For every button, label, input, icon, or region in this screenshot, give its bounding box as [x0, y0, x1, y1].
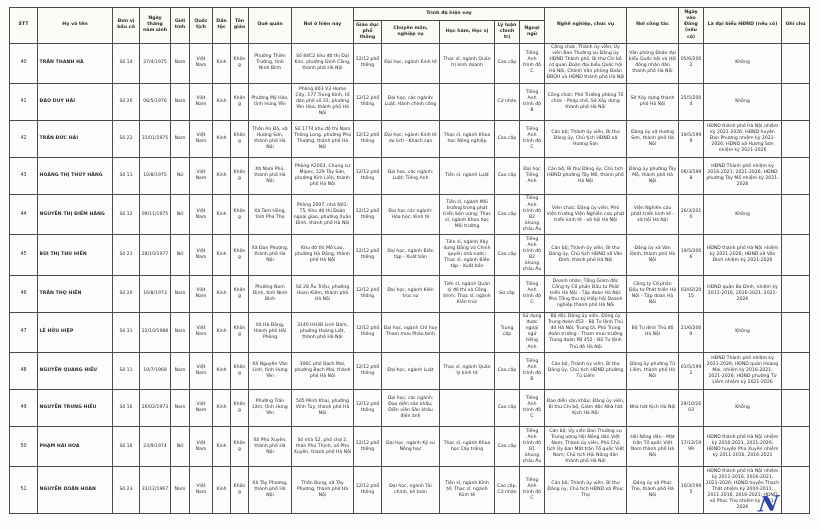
cell-stt: 42 — [10, 120, 38, 157]
cell-que-quan: Xã Phú Xuyên, thành phố Hà Nội — [249, 427, 292, 467]
column-header-ton-giao: Tôn giáo — [231, 8, 249, 44]
cell-ghi-chu — [782, 235, 810, 275]
column-header-trinh-do-hien-nay: Trình độ hiện nay — [354, 8, 545, 21]
table-row — [10, 312, 810, 352]
cell-chuyen-mon-nghiep-vu: Đại học các ngành: Hóa học; Kinh tế — [382, 194, 440, 234]
table-header — [10, 8, 810, 44]
cell-chuyen-mon-nghiep-vu: Đại học, các ngành: Luật; Tiếng Anh — [382, 157, 440, 194]
cell-nghe-nghiep-chuc-vu: Cán bộ; Ủy viên Ban Thường vụ Trung ương Hội Nông dân Việt Nam; Thành ủy viên, Phó Chủ tịch Ủy ban Mặt trận Tổ quốc Việt Nam; Chủ tịch Hội Nông dân thành phố Hà Nội — [545, 427, 627, 467]
cell-quoc-tich: Việt Nam — [190, 353, 213, 390]
cell-dai-bieu-hdnd: Không — [704, 43, 782, 83]
cell-ngay-vao-dang: 10/3/1995 — [679, 467, 704, 513]
cell-chuyen-mon-nghiep-vu: Đại học, ngành Chỉ huy Tham mưu Pháo binh — [382, 312, 440, 352]
cell-que-quan: Phường Mỹ Hào, tỉnh Hưng Yên — [249, 83, 292, 120]
cell-dai-bieu-hdnd: Không — [704, 390, 782, 427]
cell-ngay-sinh: 31/12/1967 — [140, 467, 171, 513]
cell-hoc-ham-hoc-vi: Tiến sĩ, ngành Môi trường trong phát triển bền vững; Thạc sĩ, ngành Khoa học Môi trường — [440, 194, 495, 234]
cell-giao-duc-pho-thong: 12/12 phổ thông — [354, 427, 382, 467]
cell-nghe-nghiep-chuc-vu: Cán bộ; Thành ủy viên, Bí thư Đảng ủy, Chủ tịch HĐND xã Phúc Thọ — [545, 467, 627, 513]
cell-ho-va-ten: TRẦN ĐỨC HẢI — [38, 120, 113, 157]
cell-chuyen-mon-nghiep-vu: Đại học, ngành Kinh tế du lịch - Khách sạn — [382, 120, 440, 157]
cell-que-quan: Thôn An Đà, xã Hương Sơn, thành phố Hà Nội — [249, 120, 292, 157]
cell-stt: 48 — [10, 353, 38, 390]
cell-don-vi-bau-cu: Số 12 — [113, 194, 140, 234]
cell-chuyen-mon-nghiep-vu: Đại học, các ngành: Luật; Hành chính công — [382, 83, 440, 120]
cell-gioi-tinh: Nam — [171, 353, 190, 390]
cell-noi-o-hien-nay: Thôn Bùng, xã Tây Phương, thành phố Hà Nội — [292, 467, 354, 513]
table-row — [10, 120, 810, 157]
cell-que-quan: Xã Đan Phượng, thành phố Hà Nội — [249, 235, 292, 275]
cell-ho-va-ten: NGUYỄN THỊ ĐIỂM HẰNG — [38, 194, 113, 234]
cell-giao-duc-pho-thong: 12/12 phổ thông — [354, 275, 382, 312]
cell-ngay-sinh: 23/9/1974 — [140, 427, 171, 467]
cell-ton-giao: Không — [231, 120, 249, 157]
column-header-ho-va-ten: Họ và tên — [38, 8, 113, 44]
column-header-noi-o-hien-nay: Nơi ở hiện nay — [292, 8, 354, 44]
cell-ngay-vao-dang: 19/5/1999 — [679, 120, 704, 157]
cell-que-quan: Xã Hà Đông, thành phố Hải Phòng — [249, 312, 292, 352]
cell-giao-duc-pho-thong: 12/12 phổ thông — [354, 194, 382, 234]
cell-don-vi-bau-cu: Số 11 — [113, 353, 140, 390]
cell-stt: 40 — [10, 43, 38, 83]
cell-ton-giao: Không — [231, 467, 249, 513]
column-header-ngay-vao-dang: Ngày vào Đảng (nếu có) — [679, 8, 704, 44]
cell-ly-luan-chinh-tri: Trung cấp — [495, 312, 520, 352]
table-row — [10, 275, 810, 312]
cell-ngay-sinh: 16/8/1973 — [140, 275, 171, 312]
cell-ghi-chu — [782, 43, 810, 83]
column-header-dan-toc: Dân tộc — [213, 8, 231, 44]
cell-noi-cong-tac: Hội Nông dân - Mặt trận Tổ quốc Việt Nam thành phố Hà Nội — [627, 427, 679, 467]
cell-gioi-tinh: Nam — [171, 312, 190, 352]
cell-nghe-nghiep-chuc-vu: Cán bộ; Thành ủy viên, Bí thư Đảng ủy, Chủ tịch HĐND xã Vân Đình, thành phố Hà Nội — [545, 235, 627, 275]
cell-ngay-vao-dang: 17/12/1999 — [679, 427, 704, 467]
cell-dan-toc: Kinh — [213, 194, 231, 234]
cell-don-vi-bau-cu: Số 11 — [113, 157, 140, 194]
cell-quoc-tich: Việt Nam — [190, 427, 213, 467]
cell-stt: 47 — [10, 312, 38, 352]
cell-hoc-ham-hoc-vi: Tiến sĩ, ngành Quản lý đô thị và Công trình; Thạc sĩ, ngành Kiến trúc — [440, 275, 495, 312]
table-row — [10, 235, 810, 275]
cell-giao-duc-pho-thong: 12/12 phổ thông — [354, 235, 382, 275]
cell-stt: 43 — [10, 157, 38, 194]
cell-stt: 45 — [10, 235, 38, 275]
cell-ngoai-ngu: Tiếng Anh trình độ C — [520, 275, 545, 312]
cell-ngay-vao-dang: 26/3/2010 — [679, 194, 704, 234]
cell-dai-bieu-hdnd: Không — [704, 312, 782, 352]
cell-dan-toc: Kinh — [213, 43, 231, 83]
cell-nghe-nghiep-chuc-vu: Cán bộ; Bí thư Đảng ủy, Chủ tịch HĐND phường Tây Mỗ, thành phố Hà Nội — [545, 157, 627, 194]
cell-noi-cong-tac: Đảng ủy xã Hương Sơn, thành phố Hà Nội — [627, 120, 679, 157]
cell-gioi-tinh: Nữ — [171, 235, 190, 275]
cell-que-quan: Phường Nam Định, tỉnh Ninh Bình — [249, 275, 292, 312]
cell-ngoai-ngu: Tiếng Anh trình độ C — [520, 467, 545, 513]
cell-ghi-chu — [782, 427, 810, 467]
cell-dai-bieu-hdnd: HĐND thành phố Hà Nội nhiệm kỳ 2011-2016, 2016-2021, 2021-2026; HĐND huyện Thạch Thất nhiệm kỳ 2004-2011, 2011-2016, 2016-2021; HĐND xã Phúc Thọ nhiệm kỳ 2021-2026 — [704, 467, 782, 513]
cell-que-quan: Phường Trần Lãm, tỉnh Hưng Yên — [249, 390, 292, 427]
cell-dai-bieu-hdnd: HĐND thành phố Hà Nội nhiệm kỳ 2021-2026; HĐND xã Vân Đình nhiệm kỳ 2021-2026 — [704, 235, 782, 275]
cell-ho-va-ten: TRẦN THỌ HIỀN — [38, 275, 113, 312]
table-row — [10, 157, 810, 194]
cell-ngay-sinh: 10/8/1975 — [140, 157, 171, 194]
cell-dan-toc: Kinh — [213, 275, 231, 312]
cell-ngoai-ngu: Đại học Tiếng Anh — [520, 157, 545, 194]
cell-chuyen-mon-nghiep-vu: Đại học, ngành Kỹ sư Nông học — [382, 427, 440, 467]
cell-giao-duc-pho-thong: 12/12 phổ thông — [354, 467, 382, 513]
cell-ton-giao: Không — [231, 194, 249, 234]
cell-que-quan: Xã Tây Phương, thành phố Hà Nội — [249, 467, 292, 513]
cell-ngoai-ngu: Tiếng Anh trình độ B2 khung châu Âu — [520, 235, 545, 275]
cell-noi-o-hien-nay: Khu đô thị Mỗ Lao, phường Hà Đông, thành phố Hà Nội — [292, 235, 354, 275]
cell-ton-giao: Không — [231, 427, 249, 467]
cell-nghe-nghiep-chuc-vu: Cán bộ; Thành ủy viên, Bí thư Đảng ủy, Chủ tịch HĐND xã Hương Sơn — [545, 120, 627, 157]
cell-hoc-ham-hoc-vi: Thạc sĩ, ngành Khoa học Nông nghiệp — [440, 120, 495, 157]
cell-ly-luan-chinh-tri: Cao cấp — [495, 390, 520, 427]
cell-noi-o-hien-nay: Phòng A2003, Chung cư Mipec, 229 Tây Sơn, phường Kim Liên, thành phố Hà Nội — [292, 157, 354, 194]
cell-don-vi-bau-cu: Số 16 — [113, 427, 140, 467]
column-header-stt: STT — [10, 8, 38, 44]
table-body — [10, 43, 810, 513]
cell-ho-va-ten: LÊ HỮU HIỆP — [38, 312, 113, 352]
cell-ngoai-ngu: Tiếng Anh trình độ C — [520, 120, 545, 157]
column-header-quoc-tich: Quốc tịch — [190, 8, 213, 44]
cell-gioi-tinh: Nam — [171, 275, 190, 312]
cell-ho-va-ten: BÙI THỊ THU HIỀN — [38, 235, 113, 275]
column-header-chuyen-mon-nghiep-vu: Chuyên môn, nghiệp vụ — [382, 21, 440, 44]
cell-ghi-chu — [782, 467, 810, 513]
signature-mark: N — [756, 490, 780, 517]
cell-ngoai-ngu: Tiếng Anh trình độ B2 khung châu Âu — [520, 194, 545, 234]
cell-don-vi-bau-cu: Số 31 — [113, 312, 140, 352]
cell-ngoai-ngu: Tiếng Anh trình độ C — [520, 390, 545, 427]
cell-ghi-chu — [782, 194, 810, 234]
cell-ho-va-ten: HOÀNG THỊ THÚY HẰNG — [38, 157, 113, 194]
cell-ly-luan-chinh-tri: Cao cấp — [495, 194, 520, 234]
cell-ly-luan-chinh-tri: Cao cấp — [495, 43, 520, 83]
cell-stt: 51 — [10, 467, 38, 513]
cell-nghe-nghiep-chuc-vu: Doanh nhân; Tổng Giám đốc Công ty Cổ phần Đầu tư Phát triển Hà Nội - Tập đoàn Hà Nội; Phó Tổng thư ký Hiệp hội Doanh nghiệp thành phố Hà Nội — [545, 275, 627, 312]
table-row — [10, 427, 810, 467]
column-header-dai-bieu-hdnd: Là đại biểu HĐND (nếu có) — [704, 8, 782, 44]
column-header-don-vi-bau-cu: Đơn vị bầu cử — [113, 8, 140, 44]
cell-gioi-tinh: Nữ — [171, 427, 190, 467]
cell-dan-toc: Kinh — [213, 427, 231, 467]
column-header-giao-duc-pho-thong: Giáo dục phổ thông — [354, 21, 382, 44]
cell-gioi-tinh: Nữ — [171, 157, 190, 194]
cell-nghe-nghiep-chuc-vu: Đạo diễn sân khấu; Đảng ủy viên, Bí thư Chi bộ, Giám đốc Nhà hát Kịch Hà Nội — [545, 390, 627, 427]
cell-quoc-tich: Việt Nam — [190, 194, 213, 234]
cell-don-vi-bau-cu: Số 14 — [113, 43, 140, 83]
cell-chuyen-mon-nghiep-vu: Đại học, ngành Tài chính, kế toán — [382, 467, 440, 513]
cell-noi-cong-tac: Viện Nghiên cứu phát triển kinh tế - xã hội Hà Nội — [627, 194, 679, 234]
column-header-que-quan: Quê quán — [249, 8, 292, 44]
cell-nghe-nghiep-chuc-vu: Bộ đội; Đảng ủy viên, Đảng ủy Trung đoàn 452 - Bộ Tư lệnh Thủ đô Hà Nội; Trung tá, Phó Trung đoàn trưởng - Tham mưu trưởng Trung đoàn PB 452 - Bộ Tư lệnh Thủ đô Hà Nội — [545, 312, 627, 352]
cell-ho-va-ten: TRẦN THANH HÀ — [38, 43, 113, 83]
cell-stt: 50 — [10, 427, 38, 467]
cell-dan-toc: Kinh — [213, 235, 231, 275]
cell-ngay-sinh: 31/01/1975 — [140, 120, 171, 157]
cell-ton-giao: Không — [231, 83, 249, 120]
cell-ngay-sinh: 06/5/1976 — [140, 83, 171, 120]
cell-ho-va-ten: ĐÀO DUY HẢI — [38, 83, 113, 120]
cell-dai-bieu-hdnd: HĐND thành phố Hà Nội nhiệm kỳ 2016-2021, 2021-2026; HĐND huyện Phú Xuyên nhiệm kỳ 2011-2016, 2016-2021 — [704, 427, 782, 467]
cell-que-quan: Xã Nguyễn Văn Linh, tỉnh Hưng Yên — [249, 353, 292, 390]
cell-noi-cong-tac: Đảng ủy phường Từ Liêm, thành phố Hà Nội — [627, 353, 679, 390]
cell-ton-giao: Không — [231, 43, 249, 83]
cell-hoc-ham-hoc-vi: Thạc sĩ, ngành Quản lý kinh tế — [440, 353, 495, 390]
cell-don-vi-bau-cu: Số 21 — [113, 235, 140, 275]
cell-dan-toc: Kinh — [213, 353, 231, 390]
cell-ngay-vao-dang: 19/5/2006 — [679, 235, 704, 275]
cell-noi-cong-tac: Bộ Tư lệnh Thủ đô Hà Nội — [627, 312, 679, 352]
cell-ngay-sinh: 22/10/1988 — [140, 312, 171, 352]
cell-hoc-ham-hoc-vi: Tiến sĩ, ngành Luật — [440, 157, 495, 194]
cell-ngay-vao-dang: 25/5/2004 — [679, 83, 704, 120]
cell-ly-luan-chinh-tri: Cao cấp, Cử nhân — [495, 467, 520, 513]
column-header-ghi-chu: Ghi chú — [782, 8, 810, 44]
cell-ton-giao: Không — [231, 275, 249, 312]
cell-quoc-tich: Việt Nam — [190, 157, 213, 194]
table-row — [10, 353, 810, 390]
column-header-gioi-tinh: Giới tính — [171, 8, 190, 44]
cell-quoc-tich: Việt Nam — [190, 467, 213, 513]
cell-noi-cong-tac: Công ty Cổ phần Đầu tư Phát triển Hà Nội - Tập đoàn Hà Nội — [627, 275, 679, 312]
cell-noi-cong-tac: Sở Xây dựng thành phố Hà Nội — [627, 83, 679, 120]
cell-chuyen-mon-nghiep-vu: Đại học, ngành Kinh tế — [382, 43, 440, 83]
cell-dan-toc: Kinh — [213, 157, 231, 194]
cell-quoc-tich: Việt Nam — [190, 83, 213, 120]
cell-noi-cong-tac: Nhà hát Kịch Hà Nội — [627, 390, 679, 427]
cell-ngoai-ngu: Tiếng Anh trình độ B1 khung châu Âu — [520, 427, 545, 467]
table-row — [10, 467, 810, 513]
cell-ho-va-ten: NGUYỄN TRUNG HIẾU — [38, 390, 113, 427]
cell-giao-duc-pho-thong: 12/12 phổ thông — [354, 43, 382, 83]
cell-nghe-nghiep-chuc-vu: Viên chức; Đảng ủy viên, Phó Viện trưởng Viện Nghiên cứu phát triển kinh tế - xã hội Hà Nội — [545, 194, 627, 234]
candidate-table — [9, 7, 810, 517]
cell-chuyen-mon-nghiep-vu: Đại học, ngành Biên tập - Xuất bản — [382, 235, 440, 275]
cell-que-quan: Phường Thiên Trường, tỉnh Ninh Bình — [249, 43, 292, 83]
table-row — [10, 83, 810, 120]
column-header-ngoai-ngu: Ngoại ngữ — [520, 21, 545, 44]
cell-ngoai-ngu: Tiếng Anh trình độ B — [520, 353, 545, 390]
cell-ly-luan-chinh-tri: Sơ cấp — [495, 275, 520, 312]
cell-ngay-vao-dang: 06/3/1998 — [679, 157, 704, 194]
cell-hoc-ham-hoc-vi: Thạc sĩ, ngành Quản trị kinh doanh — [440, 43, 495, 83]
cell-stt: 41 — [10, 83, 38, 120]
cell-dai-bieu-hdnd: Không — [704, 194, 782, 234]
cell-stt: 49 — [10, 390, 38, 427]
cell-gioi-tinh: Nữ — [171, 194, 190, 234]
cell-ngay-sinh: 09/11/1975 — [140, 194, 171, 234]
cell-giao-duc-pho-thong: 12/12 phổ thông — [354, 353, 382, 390]
cell-don-vi-bau-cu: Số 20 — [113, 275, 140, 312]
cell-dai-bieu-hdnd: Không — [704, 83, 782, 120]
cell-ghi-chu — [782, 157, 810, 194]
cell-quoc-tich: Việt Nam — [190, 390, 213, 427]
cell-ly-luan-chinh-tri: Cao cấp — [495, 157, 520, 194]
cell-quoc-tich: Việt Nam — [190, 43, 213, 83]
cell-noi-o-hien-nay: Số 1774 khu đô thị Nam Thăng Long, phường Phú Thượng, thành phố Hà Nội — [292, 120, 354, 157]
cell-ngay-sinh: 19/7/1968 — [140, 353, 171, 390]
cell-ly-luan-chinh-tri: Cao cấp — [495, 427, 520, 467]
cell-dan-toc: Kinh — [213, 83, 231, 120]
cell-hoc-ham-hoc-vi — [440, 390, 495, 427]
cell-quoc-tich: Việt Nam — [190, 312, 213, 352]
cell-don-vi-bau-cu: Số 16 — [113, 390, 140, 427]
cell-noi-cong-tac: Đảng ủy phường Tây Mỗ, thành phố Hà Nội — [627, 157, 679, 194]
cell-que-quan: Xã Nam Phù, thành phố Hà Nội — [249, 157, 292, 194]
cell-ly-luan-chinh-tri: Cao cấp — [495, 353, 520, 390]
cell-ton-giao: Không — [231, 157, 249, 194]
cell-que-quan: Xã Tam Hồng, tỉnh Phú Thọ — [249, 194, 292, 234]
cell-dan-toc: Kinh — [213, 390, 231, 427]
cell-dai-bieu-hdnd: HĐND Thành phố nhiệm kỳ 2021-2026; HĐND quận Hoàng Mai, nhiệm kỳ 2016-2021; 2021-2026; HĐND phường Từ Liêm nhiệm kỳ 2021-2026 — [704, 353, 782, 390]
cell-chuyen-mon-nghiep-vu: Đại học, các ngành: Đạo diễn sân khấu; Diễn viên Sân khấu điện ảnh — [382, 390, 440, 427]
cell-noi-o-hien-nay: 505 Minh Khai, phường Vĩnh Tuy, thành phố Hà Nội — [292, 390, 354, 427]
cell-hoc-ham-hoc-vi: Thạc sĩ, ngành Khoa học Cây trồng — [440, 427, 495, 467]
cell-giao-duc-pho-thong: 12/12 phổ thông — [354, 390, 382, 427]
cell-ly-luan-chinh-tri: Cử nhân — [495, 83, 520, 120]
cell-ngay-vao-dang: 21/6/2009 — [679, 312, 704, 352]
cell-noi-o-hien-nay: Phòng 803 V3 Home City, 177 Trung Kính, tổ dân phố số 31, phường Yên Hòa, thành phố Hà Nội — [292, 83, 354, 120]
cell-ngay-vao-dang: 05/6/2002 — [679, 43, 704, 83]
cell-don-vi-bau-cu: Số 23 — [113, 467, 140, 513]
cell-noi-cong-tac: Đảng ủy xã Vân Đình, thành phố Hà Nội — [627, 235, 679, 275]
cell-ghi-chu — [782, 83, 810, 120]
cell-ngoai-ngu: Tiếng Anh trình độ B — [520, 83, 545, 120]
table-row — [10, 43, 810, 83]
cell-hoc-ham-hoc-vi: Tiến sĩ, ngành Kinh tế; Thạc sĩ, ngành Kinh tế — [440, 467, 495, 513]
cell-ghi-chu — [782, 275, 810, 312]
cell-gioi-tinh: Nam — [171, 390, 190, 427]
cell-noi-o-hien-nay: Số 28 Ấu Triệu, phường Hoàn Kiếm, thành phố Hà Nội — [292, 275, 354, 312]
cell-ly-luan-chinh-tri: Cao cấp — [495, 235, 520, 275]
cell-hoc-ham-hoc-vi: Tiến sĩ, ngành Xây dựng Đảng và Chính quyền nhà nước; Thạc sĩ, ngành Biên tập - Xuất bản — [440, 235, 495, 275]
cell-dai-bieu-hdnd: HĐND quận Ba Đình, nhiệm kỳ 2011-2016, 2016-2021, 2021-2026 — [704, 275, 782, 312]
cell-gioi-tinh: Nam — [171, 83, 190, 120]
cell-ly-luan-chinh-tri: Cao cấp — [495, 120, 520, 157]
cell-dai-bieu-hdnd: HĐND Thành phố nhiệm kỳ 2016-2021; 2021-2026; HĐND phường Tây Mỗ nhiệm kỳ 2021-2026 — [704, 157, 782, 194]
cell-ngay-vao-dang: 01/5/1992 — [679, 353, 704, 390]
cell-ton-giao: Không — [231, 353, 249, 390]
cell-ton-giao: Không — [231, 390, 249, 427]
cell-gioi-tinh: Nam — [171, 467, 190, 513]
cell-quoc-tich: Việt Nam — [190, 275, 213, 312]
cell-ngay-vao-dang: 29/10/2003 — [679, 390, 704, 427]
cell-don-vi-bau-cu: Số 22 — [113, 120, 140, 157]
cell-noi-cong-tac: Văn phòng Đoàn đại biểu Quốc hội và Hội đồng nhân dân thành phố Hà Nội — [627, 43, 679, 83]
cell-noi-o-hien-nay: 306C phố Bạch Mai, phường Bạch Mai, thành phố Hà Nội — [292, 353, 354, 390]
cell-nghe-nghiep-chuc-vu: Cán bộ, Thành ủy viên, Bí thư Đảng ủy, Chủ tịch HĐND phường Từ Liêm — [545, 353, 627, 390]
column-header-hoc-ham-hoc-vi: Học hàm, Học vị — [440, 21, 495, 44]
cell-ngay-sinh: 27/4/1975 — [140, 43, 171, 83]
cell-quoc-tich: Việt Nam — [190, 120, 213, 157]
column-header-ly-luan-chinh-tri: Lý luận chính trị — [495, 21, 520, 44]
cell-dan-toc: Kinh — [213, 120, 231, 157]
cell-ho-va-ten: PHẠM HẢI HOA — [38, 427, 113, 467]
cell-nghe-nghiep-chuc-vu: Công chức; Phó Trưởng phòng Tổ chức - Pháp chế, Sở Xây dựng thành phố Hà Nội — [545, 83, 627, 120]
cell-ngoai-ngu: Tiếng Anh trình độ C — [520, 43, 545, 83]
cell-ghi-chu — [782, 120, 810, 157]
column-header-ngay-sinh: Ngày tháng năm sinh — [140, 8, 171, 44]
cell-hoc-ham-hoc-vi — [440, 83, 495, 120]
cell-ho-va-ten: NGUYỄN QUANG HIẾU — [38, 353, 113, 390]
cell-hoc-ham-hoc-vi — [440, 312, 495, 352]
cell-ton-giao: Không — [231, 235, 249, 275]
cell-noi-o-hien-nay: Số nhà 52, phố chợ 2, thôn Phú Thịnh, xã Phú Xuyên, thành phố Hà Nội — [292, 427, 354, 467]
cell-noi-o-hien-nay: Phòng 2007, nhà N01-T5, Khu đô thị Đoàn ngoại giao, phường Xuân Đỉnh, thành phố Hà Nội — [292, 194, 354, 234]
cell-noi-o-hien-nay: Số 84C2 khu đô thị Đại Kim, phường Định Công, thành phố Hà Nội — [292, 43, 354, 83]
cell-nghe-nghiep-chuc-vu: Công chức, Thành ủy viên, Ủy viên Ban Thường vụ Đảng ủy HĐND Thành phố, Bí thư Chi bộ cơ quan Đoàn đại biểu Quốc hội Hà Nội, Chánh Văn phòng Đoàn ĐBQH và HĐND thành phố Hà Nội — [545, 43, 627, 83]
cell-ho-va-ten: NGUYỄN DOÃN HOÀN — [38, 467, 113, 513]
cell-gioi-tinh: Nam — [171, 120, 190, 157]
cell-noi-o-hien-nay: 3140 HH3B Linh Đàm, phường Hoàng Liệt, thành phố Hà Nội — [292, 312, 354, 352]
cell-giao-duc-pho-thong: 12/12 phổ thông — [354, 83, 382, 120]
cell-giao-duc-pho-thong: 12/12 phổ thông — [354, 120, 382, 157]
cell-ghi-chu — [782, 390, 810, 427]
cell-dai-bieu-hdnd: HĐND thành phố Hà Nội nhiệm kỳ 2021-2026; HĐND huyện Đan Phượng nhiệm kỳ 2021-2026; HĐND xã Hương Sơn nhiệm kỳ 2021-2026 — [704, 120, 782, 157]
cell-dan-toc: Kinh — [213, 312, 231, 352]
cell-gioi-tinh: Nam — [171, 43, 190, 83]
cell-giao-duc-pho-thong: 12/12 phổ thông — [354, 312, 382, 352]
cell-stt: 44 — [10, 194, 38, 234]
cell-ngoai-ngu: Sử dụng được ngoại ngữ tiếng Anh — [520, 312, 545, 352]
cell-don-vi-bau-cu: Số 26 — [113, 83, 140, 120]
cell-noi-cong-tac: Đảng ủy xã Phúc Thọ, thành phố Hà Nội — [627, 467, 679, 513]
cell-ton-giao: Không — [231, 312, 249, 352]
cell-quoc-tich: Việt Nam — [190, 235, 213, 275]
cell-giao-duc-pho-thong: 12/12 phổ thông — [354, 157, 382, 194]
table-row — [10, 390, 810, 427]
cell-ngay-sinh: 28/10/1977 — [140, 235, 171, 275]
cell-ngay-vao-dang: 03/02/2015 — [679, 275, 704, 312]
cell-dan-toc: Kinh — [213, 467, 231, 513]
cell-chuyen-mon-nghiep-vu: Đại học, ngành Luật — [382, 353, 440, 390]
cell-chuyen-mon-nghiep-vu: Đại học, ngành Kiến trúc sư — [382, 275, 440, 312]
cell-ghi-chu — [782, 312, 810, 352]
cell-ngay-sinh: 26/02/1973 — [140, 390, 171, 427]
column-header-nghe-nghiep-chuc-vu: Nghề nghiệp, chức vụ — [545, 8, 627, 44]
table-row — [10, 194, 810, 234]
cell-ghi-chu — [782, 353, 810, 390]
column-header-noi-cong-tac: Nơi công tác — [627, 8, 679, 44]
cell-stt: 46 — [10, 275, 38, 312]
